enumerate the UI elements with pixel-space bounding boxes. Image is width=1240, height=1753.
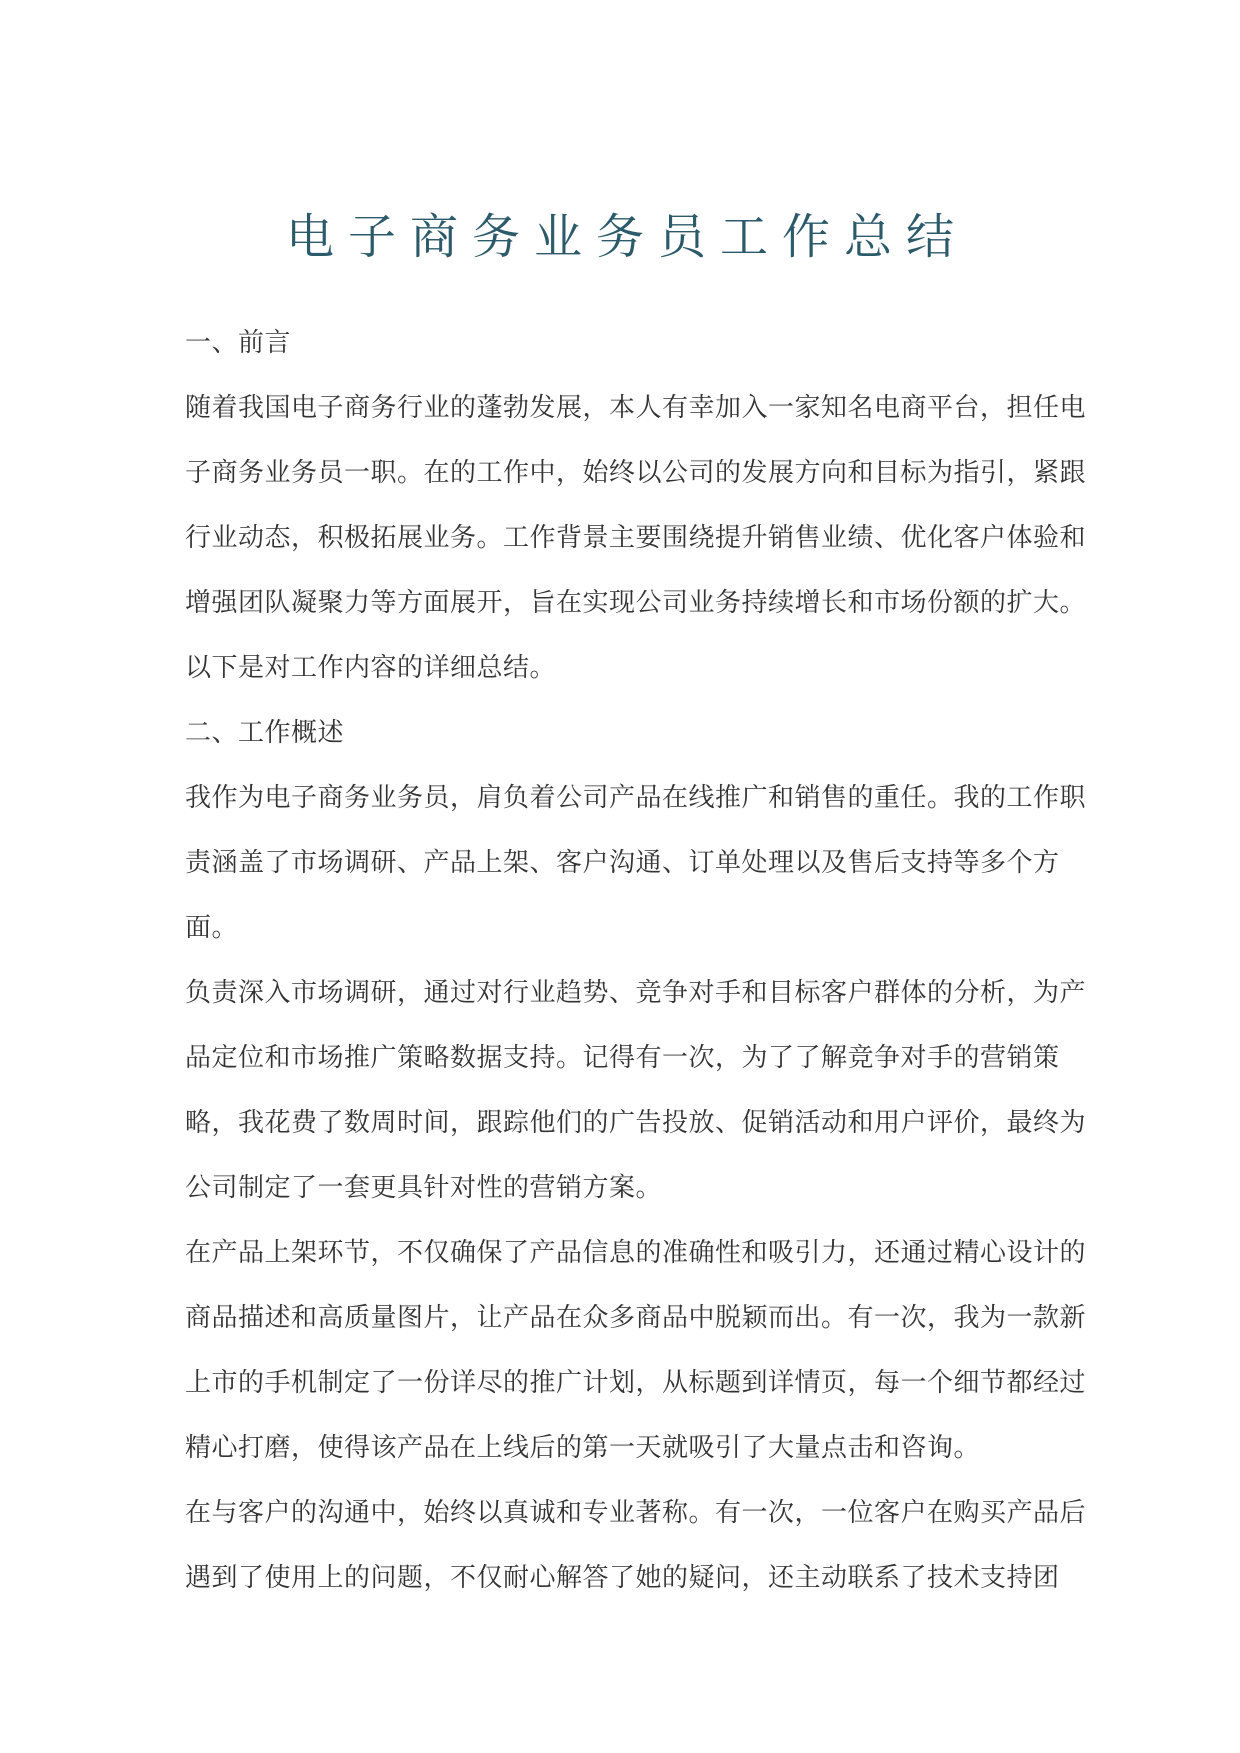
- text-line: 面。: [185, 912, 239, 942]
- text-line: 二、工作概述: [185, 717, 345, 747]
- text-line: 上市的手机制定了一份详尽的推广计划，从标题到详情页，每一个细节都经过: [185, 1367, 1087, 1397]
- text-line: 以下是对工作内容的详细总结。: [185, 652, 557, 682]
- page-title: 电子商务业务员工作总结: [285, 211, 968, 264]
- text-line: 精心打磨，使得该产品在上线后的第一天就吸引了大量点击和咨询。: [185, 1432, 981, 1462]
- text-line: 遇到了使用上的问题，不仅耐心解答了她的疑问，还主动联系了技术支持团: [185, 1562, 1060, 1592]
- text-line: 在与客户的沟通中，始终以真诚和专业著称。有一次，一位客户在购买产品后: [185, 1497, 1087, 1527]
- text-line: 我作为电子商务业务员，肩负着公司产品在线推广和销售的重任。我的工作职: [185, 782, 1087, 812]
- text-line: 负责深入市场调研，通过对行业趋势、竞争对手和目标客户群体的分析，为产: [185, 977, 1087, 1007]
- text-line: 增强团队凝聚力等方面展开，旨在实现公司业务持续增长和市场份额的扩大。: [185, 587, 1087, 617]
- text-line: 品定位和市场推广策略数据支持。记得有一次，为了了解竞争对手的营销策: [185, 1042, 1060, 1072]
- document-body: [185, 310, 1087, 1610]
- text-line: 行业动态，积极拓展业务。工作背景主要围绕提升销售业绩、优化客户体验和: [185, 522, 1087, 552]
- text-line: 责涵盖了市场调研、产品上架、客户沟通、订单处理以及售后支持等多个方: [185, 847, 1060, 877]
- text-line: 商品描述和高质量图片，让产品在众多商品中脱颖而出。有一次，我为一款新: [185, 1302, 1087, 1332]
- text-line: 在产品上架环节，不仅确保了产品信息的准确性和吸引力，还通过精心设计的: [185, 1237, 1087, 1267]
- text-line: 略，我花费了数周时间，跟踪他们的广告投放、促销活动和用户评价，最终为: [185, 1107, 1087, 1137]
- text-line: 一、前言: [185, 327, 292, 357]
- text-line: 随着我国电子商务行业的蓬勃发展，本人有幸加入一家知名电商平台，担任电: [185, 392, 1087, 422]
- text-line: 子商务业务员一职。在的工作中，始终以公司的发展方向和目标为指引，紧跟: [185, 457, 1087, 487]
- text-line: 公司制定了一套更具针对性的营销方案。: [185, 1172, 663, 1202]
